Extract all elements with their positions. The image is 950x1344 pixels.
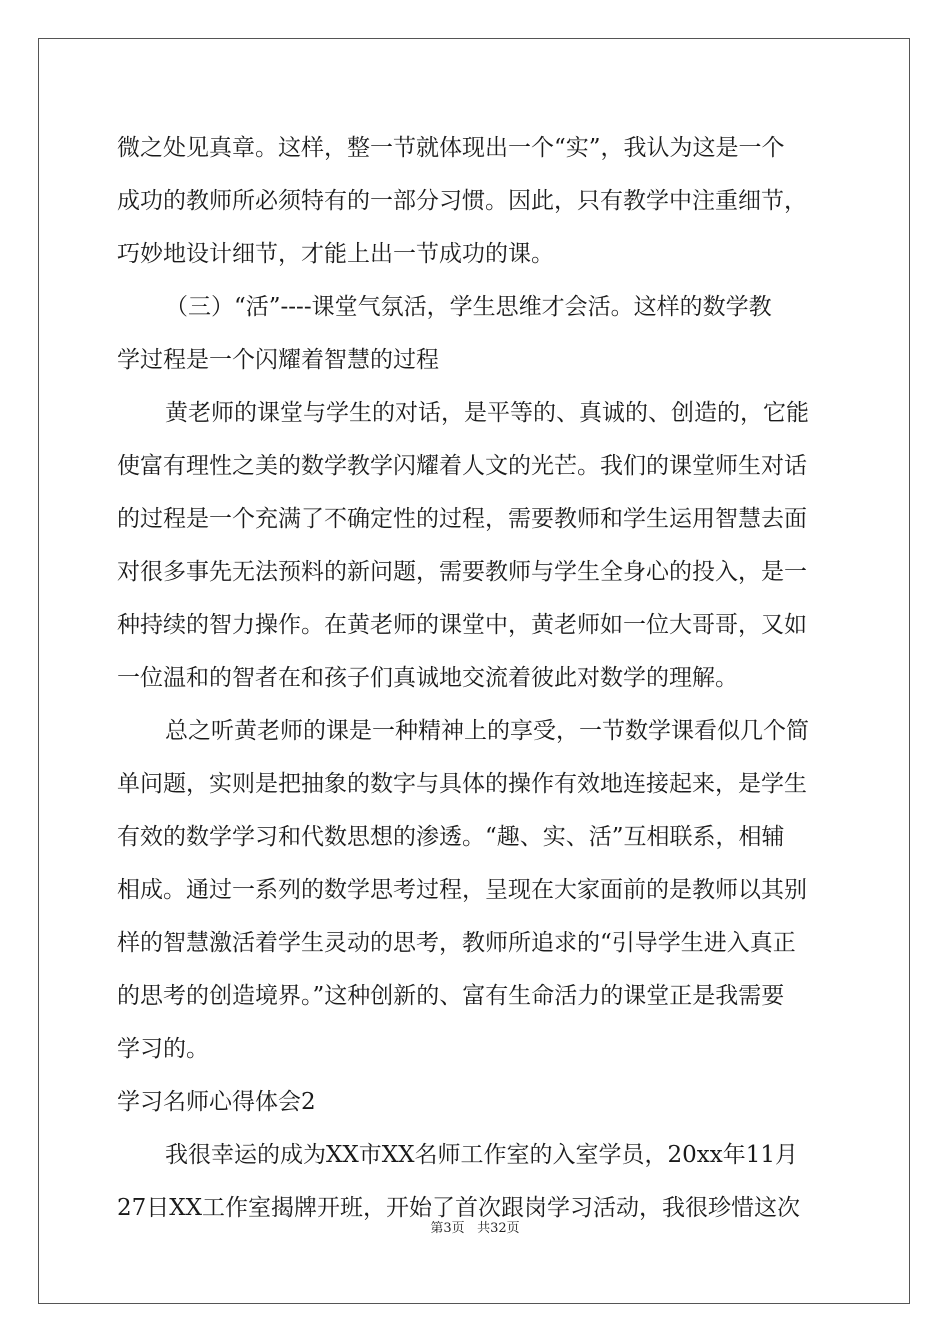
text-line: 一位温和的智者在和孩子们真诚地交流着彼此对数学的理解。 [117,665,738,691]
page-number: 第3页 [430,1221,465,1236]
text-line: 有效的数学学习和代数思想的渗透。“趣、实、活”互相联系，相辅 [117,824,785,850]
paragraph-start-line: 黄老师的课堂与学生的对话，是平等的、真诚的、创造的，它能 [165,400,809,426]
text-line: 巧妙地设计细节，才能上出一节成功的课。 [117,241,554,267]
text-line: 样的智慧激活着学生灵动的思考，教师所追求的“引导学生进入真正 [117,930,796,956]
text-line: 27日XX工作室揭牌开班，开始了首次跟岗学习活动，我很珍惜这次 [117,1195,801,1221]
text-line: 单问题，实则是把抽象的数字与具体的操作有效地连接起来，是学生 [117,771,807,797]
section-heading-line: （三）“活”----课堂气氛活，学生思维才会活。这样的数学教 [165,294,772,320]
text-line: 学习的。 [117,1036,209,1062]
paragraph-start-line: 我很幸运的成为XX市XX名师工作室的入室学员，20xx年11月 [165,1142,798,1168]
text-line: 的过程是一个充满了不确定性的过程，需要教师和学生运用智慧去面 [117,506,807,532]
paragraph-start-line: 总之听黄老师的课是一种精神上的享受，一节数学课看似几个简 [165,718,809,744]
article-title: 学习名师心得体会2 [117,1089,316,1115]
text-line: 使富有理性之美的数学教学闪耀着人文的光芒。我们的课堂师生对话 [117,453,807,479]
text-line: 成功的教师所必须特有的一部分习惯。因此，只有教学中注重细节， [117,188,807,214]
text-line: 的思考的创造境界。”这种创新的、富有生命活力的课堂正是我需要 [117,983,785,1009]
text-line: 学过程是一个闪耀着智慧的过程 [117,347,439,373]
text-line: 种持续的智力操作。在黄老师的课堂中，黄老师如一位大哥哥，又如 [117,612,807,638]
page-total: 共32页 [477,1221,520,1236]
page-footer [0,1220,950,1238]
text-line: 相成。通过一系列的数学思考过程，呈现在大家面前的是教师以其别 [117,877,807,903]
document-body [117,122,833,1235]
text-line: 对很多事先无法预料的新问题，需要教师与学生全身心的投入，是一 [117,559,807,585]
text-line: 微之处见真章。这样，整一节就体现出一个“实”，我认为这是一个 [117,135,785,161]
